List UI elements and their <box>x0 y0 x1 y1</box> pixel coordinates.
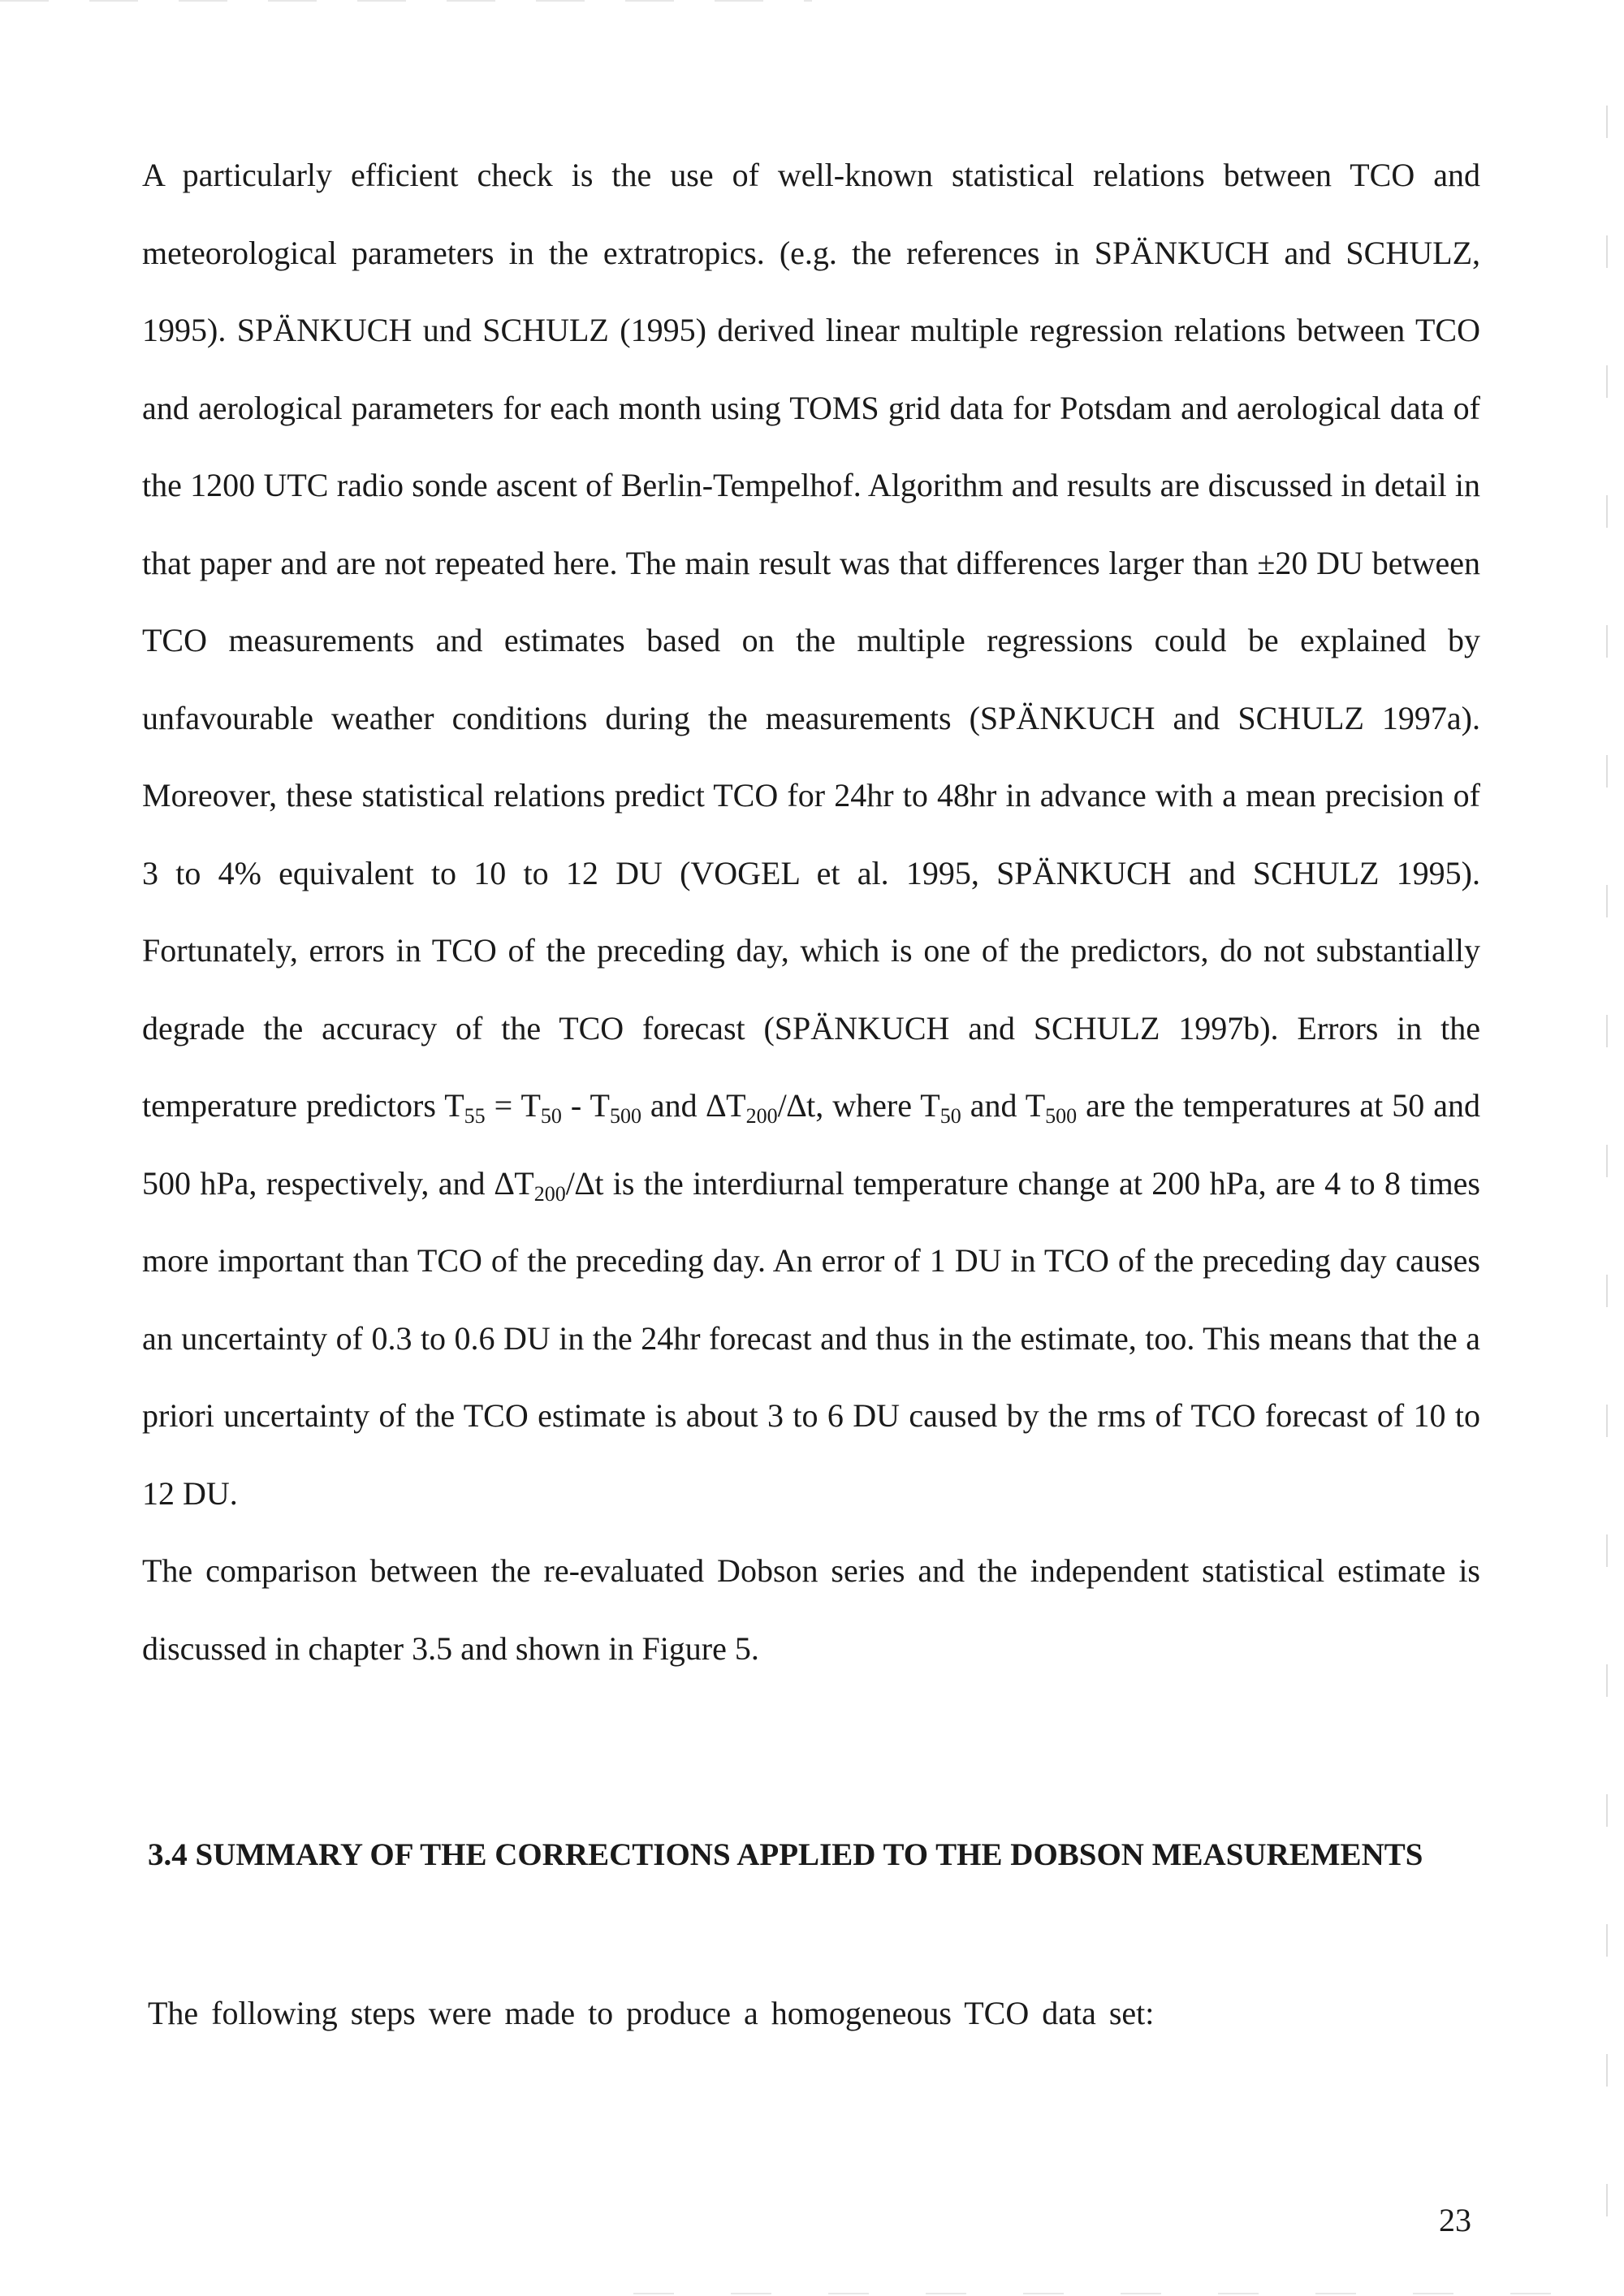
paragraph-text: = T <box>485 1087 541 1124</box>
steps-intro: The following steps were made to produce a homogeneous TCO data set: <box>148 1995 1155 2031</box>
paragraph-statistical-check <box>142 136 1480 1532</box>
subscript: 200 <box>533 1181 566 1206</box>
paragraph-text: are the temperatures at 50 and 500 hPa, respectively, and ∆T <box>142 1087 1481 1202</box>
paragraph-text: and ∆T <box>641 1087 746 1124</box>
page-number: 23 <box>1439 2202 1471 2238</box>
paragraph-text: A particularly efficient check is the use of well-known statistical relations between TCO and meteorological parameters in the extratropics. (e.g. the references in SPÄNKUCH and SCHULZ, 1995). SPÄNKUCH und SCHULZ (1995) derived linear multiple regression relations between TCO and aerological parameters for each month using TOMS grid data for Potsdam and aerological data of the 1200 UTC radio sonde ascent of Berlin-Tempelhof. Algorithm and results are discussed in detail in that paper and are not repeated here. The main result was that differences larger than ±20 DU between TCO measurements and estimates based on the multiple regressions could be explained by unfavourable weather conditions during the measurements (SPÄNKUCH and SCHULZ 1997a). Moreover, these statistical relations predict TCO for 24hr to 48hr in advance with a mean precision of 3 to 4% equivalent to 10 to 12 DU (VOGEL et al. 1995, SPÄNKUCH and SCHULZ 1995). Fortunately, errors in TCO of the preceding day, which is one of the predictors, do not substantially degrade the accuracy of the TCO forecast (SPÄNKUCH and SCHULZ 1997b). Errors in the temperature predictors T <box>142 157 1480 1124</box>
scan-artifact-bottom <box>633 2293 1608 2294</box>
paragraph-text: - T <box>561 1087 610 1124</box>
scan-artifact-right <box>1606 106 1608 2281</box>
subscript: 50 <box>939 1104 961 1128</box>
paragraph-text: /∆t is the interdiurnal temperature change at 200 hPa, are 4 to 8 times more important than TCO of the preceding day. An error of 1 DU in TCO of the preceding day causes an uncertainty of 0.3 to 0.6 DU in the 24hr forecast and thus in the estimate, too. This means that the a priori uncertainty of the TCO estimate is about 3 to 6 DU caused by the rms of TCO forecast of 10 to 12 DU. <box>142 1164 1480 1512</box>
paragraph-comparison: The comparison between the re-evaluated Dobson series and the independent statistical estimate is discussed in chapter 3.5 and shown in Figure 5. <box>142 1552 1480 1667</box>
subscript: 50 <box>540 1104 562 1128</box>
paragraph-text: and T <box>961 1087 1046 1124</box>
scan-artifact-top <box>0 0 812 2</box>
subscript: 500 <box>609 1104 641 1128</box>
section-heading: 3.4 SUMMARY OF THE CORRECTIONS APPLIED TO THE DOBSON MEASUREMENTS <box>148 1837 1423 1872</box>
subscript: 500 <box>1045 1104 1078 1128</box>
subscript: 55 <box>464 1104 486 1128</box>
paragraph-text: /∆t, where T <box>777 1087 940 1124</box>
subscript: 200 <box>745 1104 778 1128</box>
body-text <box>142 136 1480 1687</box>
